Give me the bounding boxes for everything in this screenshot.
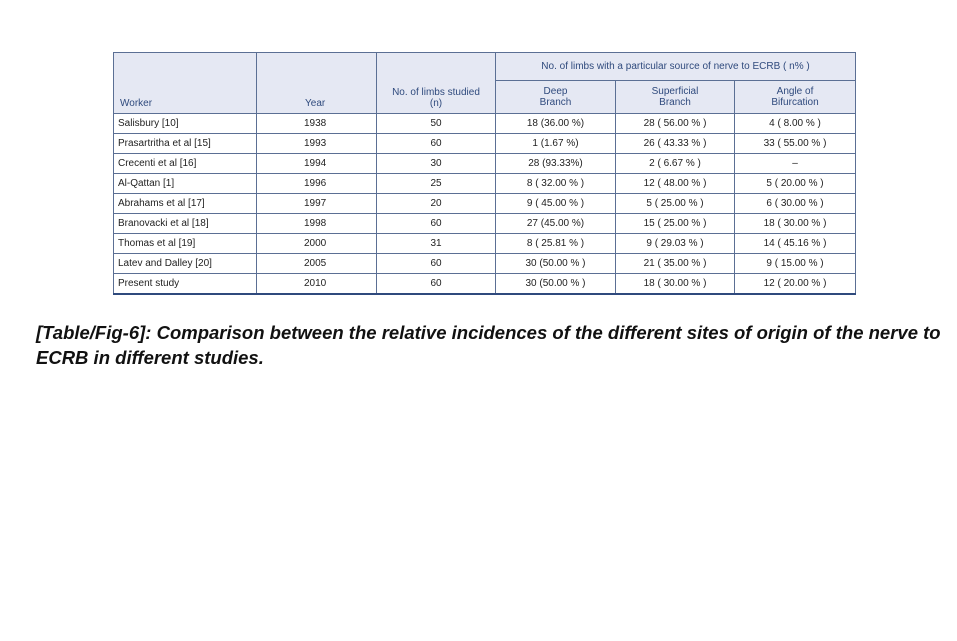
cell-deep: 8 ( 25.81 % ) [496,234,616,254]
cell-limbs: 30 [377,154,496,174]
cell-superficial: 26 ( 43.33 % ) [616,134,735,154]
header-limbs-line2: (n) [429,98,443,109]
header-nerve-source-group: No. of limbs with a particular source of nerve to ECRB ( n% ) [496,53,856,81]
cell-superficial: 15 ( 25.00 % ) [616,214,735,234]
cell-deep: 30 (50.00 % ) [496,254,616,274]
cell-deep: 28 (93.33%) [496,154,616,174]
cell-superficial: 18 ( 30.00 % ) [616,274,735,295]
table-row [114,134,856,154]
comparison-table [113,52,856,295]
cell-deep: 9 ( 45.00 % ) [496,194,616,214]
cell-limbs: 20 [377,194,496,214]
cell-superficial: 21 ( 35.00 % ) [616,254,735,274]
cell-angle: 5 ( 20.00 % ) [735,174,856,194]
table-row [114,174,856,194]
header-angle-line2: Bifurcation [771,97,819,108]
header-deep-line1: Deep [543,86,568,97]
cell-worker: Al-Qattan [1] [114,174,257,194]
cell-limbs: 25 [377,174,496,194]
cell-worker: Latev and Dalley [20] [114,254,257,274]
cell-superficial: 5 ( 25.00 % ) [616,194,735,214]
cell-worker: Thomas et al [19] [114,234,257,254]
cell-limbs: 60 [377,134,496,154]
cell-deep: 18 (36.00 %) [496,114,616,134]
table-row [114,214,856,234]
cell-angle: 18 ( 30.00 % ) [735,214,856,234]
cell-worker: Abrahams et al [17] [114,194,257,214]
table-header [114,53,856,114]
cell-limbs: 60 [377,254,496,274]
cell-limbs: 50 [377,114,496,134]
figure-caption: [Table/Fig-6]: Comparison between the relative incidences of the different sites of origin of the nerve to ECRB in different studies. [36,322,941,368]
table-row [114,154,856,174]
table-row [114,194,856,214]
table-row [114,234,856,254]
cell-worker: Present study [114,274,257,295]
header-superficial-line2: Branch [659,97,691,108]
cell-deep: 27 (45.00 %) [496,214,616,234]
cell-angle: 33 ( 55.00 % ) [735,134,856,154]
cell-angle: 14 ( 45.16 % ) [735,234,856,254]
cell-superficial: 9 ( 29.03 % ) [616,234,735,254]
cell-year: 2000 [257,234,377,254]
cell-worker: Prasartritha et al [15] [114,134,257,154]
cell-limbs: 31 [377,234,496,254]
cell-limbs: 60 [377,274,496,295]
cell-angle: 12 ( 20.00 % ) [735,274,856,295]
cell-year: 1998 [257,214,377,234]
cell-limbs: 60 [377,214,496,234]
cell-year: 1997 [257,194,377,214]
cell-year: 2005 [257,254,377,274]
header-superficial-branch [616,81,735,114]
cell-year: 1996 [257,174,377,194]
cell-year: 1994 [257,154,377,174]
cell-superficial: 2 ( 6.67 % ) [616,154,735,174]
header-year: Year [257,53,377,114]
table-body [114,114,856,295]
cell-deep: 1 (1.67 %) [496,134,616,154]
header-worker: Worker [114,53,257,114]
cell-angle: 6 ( 30.00 % ) [735,194,856,214]
header-superficial-line1: Superficial [651,86,699,97]
cell-worker: Branovacki et al [18] [114,214,257,234]
cell-year: 2010 [257,274,377,295]
header-deep-line2: Branch [539,97,572,108]
cell-year: 1993 [257,134,377,154]
table-row [114,274,856,295]
header-limbs-studied [377,53,496,114]
cell-superficial: 12 ( 48.00 % ) [616,174,735,194]
cell-angle: 9 ( 15.00 % ) [735,254,856,274]
cell-worker: Salisbury [10] [114,114,257,134]
table-row [114,254,856,274]
cell-deep: 30 (50.00 % ) [496,274,616,295]
cell-angle: – [735,154,856,174]
cell-superficial: 28 ( 56.00 % ) [616,114,735,134]
header-angle-of-bifurcation [735,81,856,114]
header-deep-branch [496,81,616,114]
cell-angle: 4 ( 8.00 % ) [735,114,856,134]
table-row [114,114,856,134]
header-limbs-line1: No. of limbs studied [392,87,480,98]
header-angle-line1: Angle of [776,86,814,97]
cell-deep: 8 ( 32.00 % ) [496,174,616,194]
cell-worker: Crecenti et al [16] [114,154,257,174]
cell-year: 1938 [257,114,377,134]
